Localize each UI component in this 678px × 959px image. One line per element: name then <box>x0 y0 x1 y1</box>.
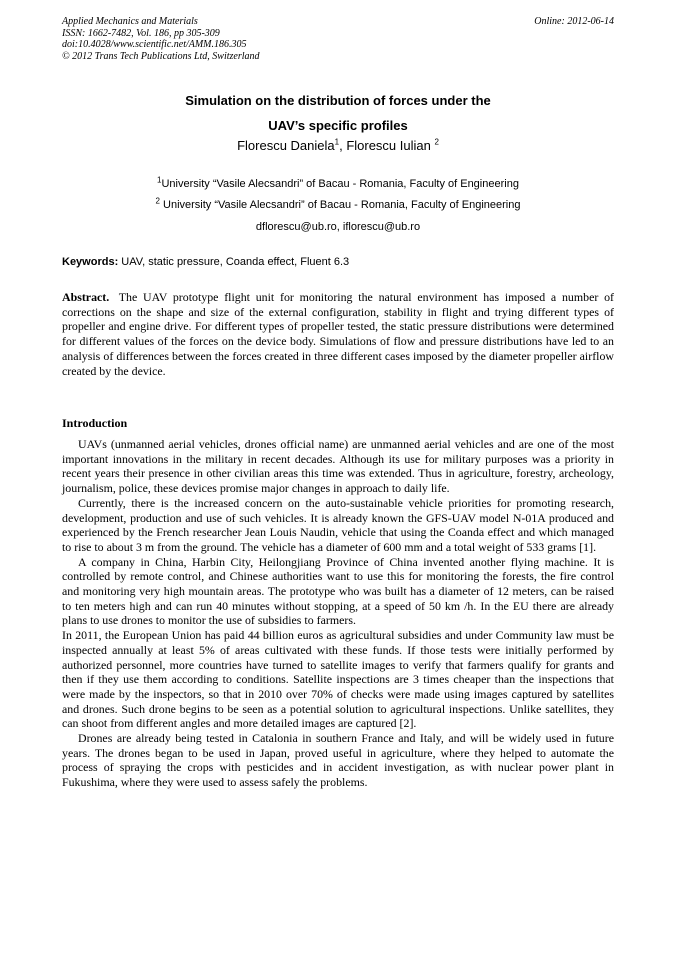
paragraph: Drones are already being tested in Catalonia in southern France and Italy, and will be widely used in future years. The drones began to be used in Japan, proved useful in agriculture, where they helped to automate the process of spraying the crops with pesticides and in accident investigation, as with nuclear power plant in Fukushima, where they were used to assess safely the problems. <box>62 731 614 790</box>
paragraph: UAVs (unmanned aerial vehicles, drones official name) are unmanned aerial vehicles and are one of the most important innovations in the military in recent decades. Although its use for military purposes was a priority in recent years their presence in other civilian areas this time was extended. Thus in agriculture, forestry, archeology, journalism, police, these devices promise major changes in approach to daily life. <box>62 437 614 496</box>
keywords-label: Keywords: <box>62 256 119 268</box>
paper-title <box>62 88 614 138</box>
abstract <box>62 290 614 378</box>
doi-line: doi:10.4028/www.scientific.net/AMM.186.305 <box>62 39 247 50</box>
introduction-body <box>62 437 614 790</box>
title-line-2: UAV’s specific profiles <box>268 118 408 133</box>
author-2-affiliation-mark: 2 <box>434 137 439 147</box>
keywords <box>62 255 614 269</box>
abstract-label: Abstract. <box>62 290 110 304</box>
author-1-affiliation-mark: 1 <box>334 137 340 147</box>
affiliation-2-text: University “Vasile Alecsandri” of Bacau - Romania, Faculty of Engineering <box>159 199 521 211</box>
section-heading-introduction: Introduction <box>62 416 128 430</box>
paragraph: Currently, there is the increased concern on the auto-sustainable vehicle priorities for promoting research, development, production and use of such vehicles. It is already known the GFS-UAV model N-01A produced and experienced by the French researcher Jean Louis Naudin, vehicle that using the Coanda effect and which managed to rise to about 3 m from the ground. The vehicle has a diameter of 600 mm and a total weight of 533 grams [1]. <box>62 495 614 554</box>
abstract-text: The UAV prototype flight unit for monitoring the natural environment has imposed a number of corrections on the shape and size of the external configuration, stability in flight and trying different types of propeller and engine drive. For different types of propeller tested, the static pressure distributions were determined for different values of the forces on the device body. Simulations of flow and pressure distributions have led to an analysis of differences between the forces created in three different cases imposed by the diameter propeller airflow created by the device. <box>62 290 614 378</box>
affiliation-2 <box>62 198 614 212</box>
keywords-text: UAV, static pressure, Coanda effect, Fluent 6.3 <box>118 256 350 268</box>
author-emails: dflorescu@ub.ro, iflorescu@ub.ro <box>255 221 421 233</box>
author-2: Florescu Iulian <box>346 138 435 153</box>
affiliation-1-text: University “Vasile Alecsandri” of Bacau - Romania, Faculty of Engineering <box>161 178 519 190</box>
paragraph: A company in China, Harbin City, Heilongjiang Province of China invented another flying machine. It is controlled by remote control, and Chinese authorities want to use this for monitoring the forests, the fire control and monitoring very high mountain areas. The prototype who was built has a diameter of 12 meters, can be raised to ten meters high and can run 40 minutes without stopping, at a speed of 50 km /h. In the EU there are already plans to use drones to monitor the use of subsidies to farmers. <box>62 554 614 628</box>
affiliation-1 <box>62 177 614 191</box>
affiliation-2-mark: 2 <box>155 196 160 206</box>
copyright-line: © 2012 Trans Tech Publications Ltd, Switzerland <box>62 50 260 62</box>
author-separator: , <box>339 138 347 153</box>
online-date: Online: 2012-06-14 <box>534 16 614 27</box>
publication-info <box>62 16 322 62</box>
issn-line: ISSN: 1662-7482, Vol. 186, pp 305-309 <box>62 27 220 39</box>
affiliation-1-mark: 1 <box>157 175 162 185</box>
paragraph: In 2011, the European Union has paid 44 billion euros as agricultural subsidies and under Community law must be inspected annually at least 5% of areas cultivated with these funds. If those tests were initially performed by authorized personnel, more countries have turned to satellite images to verify that farmers qualify for grants and then if they use them according to conditions. Satellite inspections are 3 times cheaper than the inspections that were made by the inspectors, so that in 2010 over 70% of checks were made using images captured by satellites and drones. Such drone begins to be seen as a potential solution to agricultural inspections. Unlike satellites, they can shoot from different angles and more detailed images are captured [2]. <box>62 628 614 731</box>
author-list <box>62 137 614 155</box>
author-1: Florescu Daniela <box>237 138 335 153</box>
title-line-1: Simulation on the distribution of forces under the <box>185 93 491 108</box>
journal-name: Applied Mechanics and Materials <box>62 16 198 27</box>
